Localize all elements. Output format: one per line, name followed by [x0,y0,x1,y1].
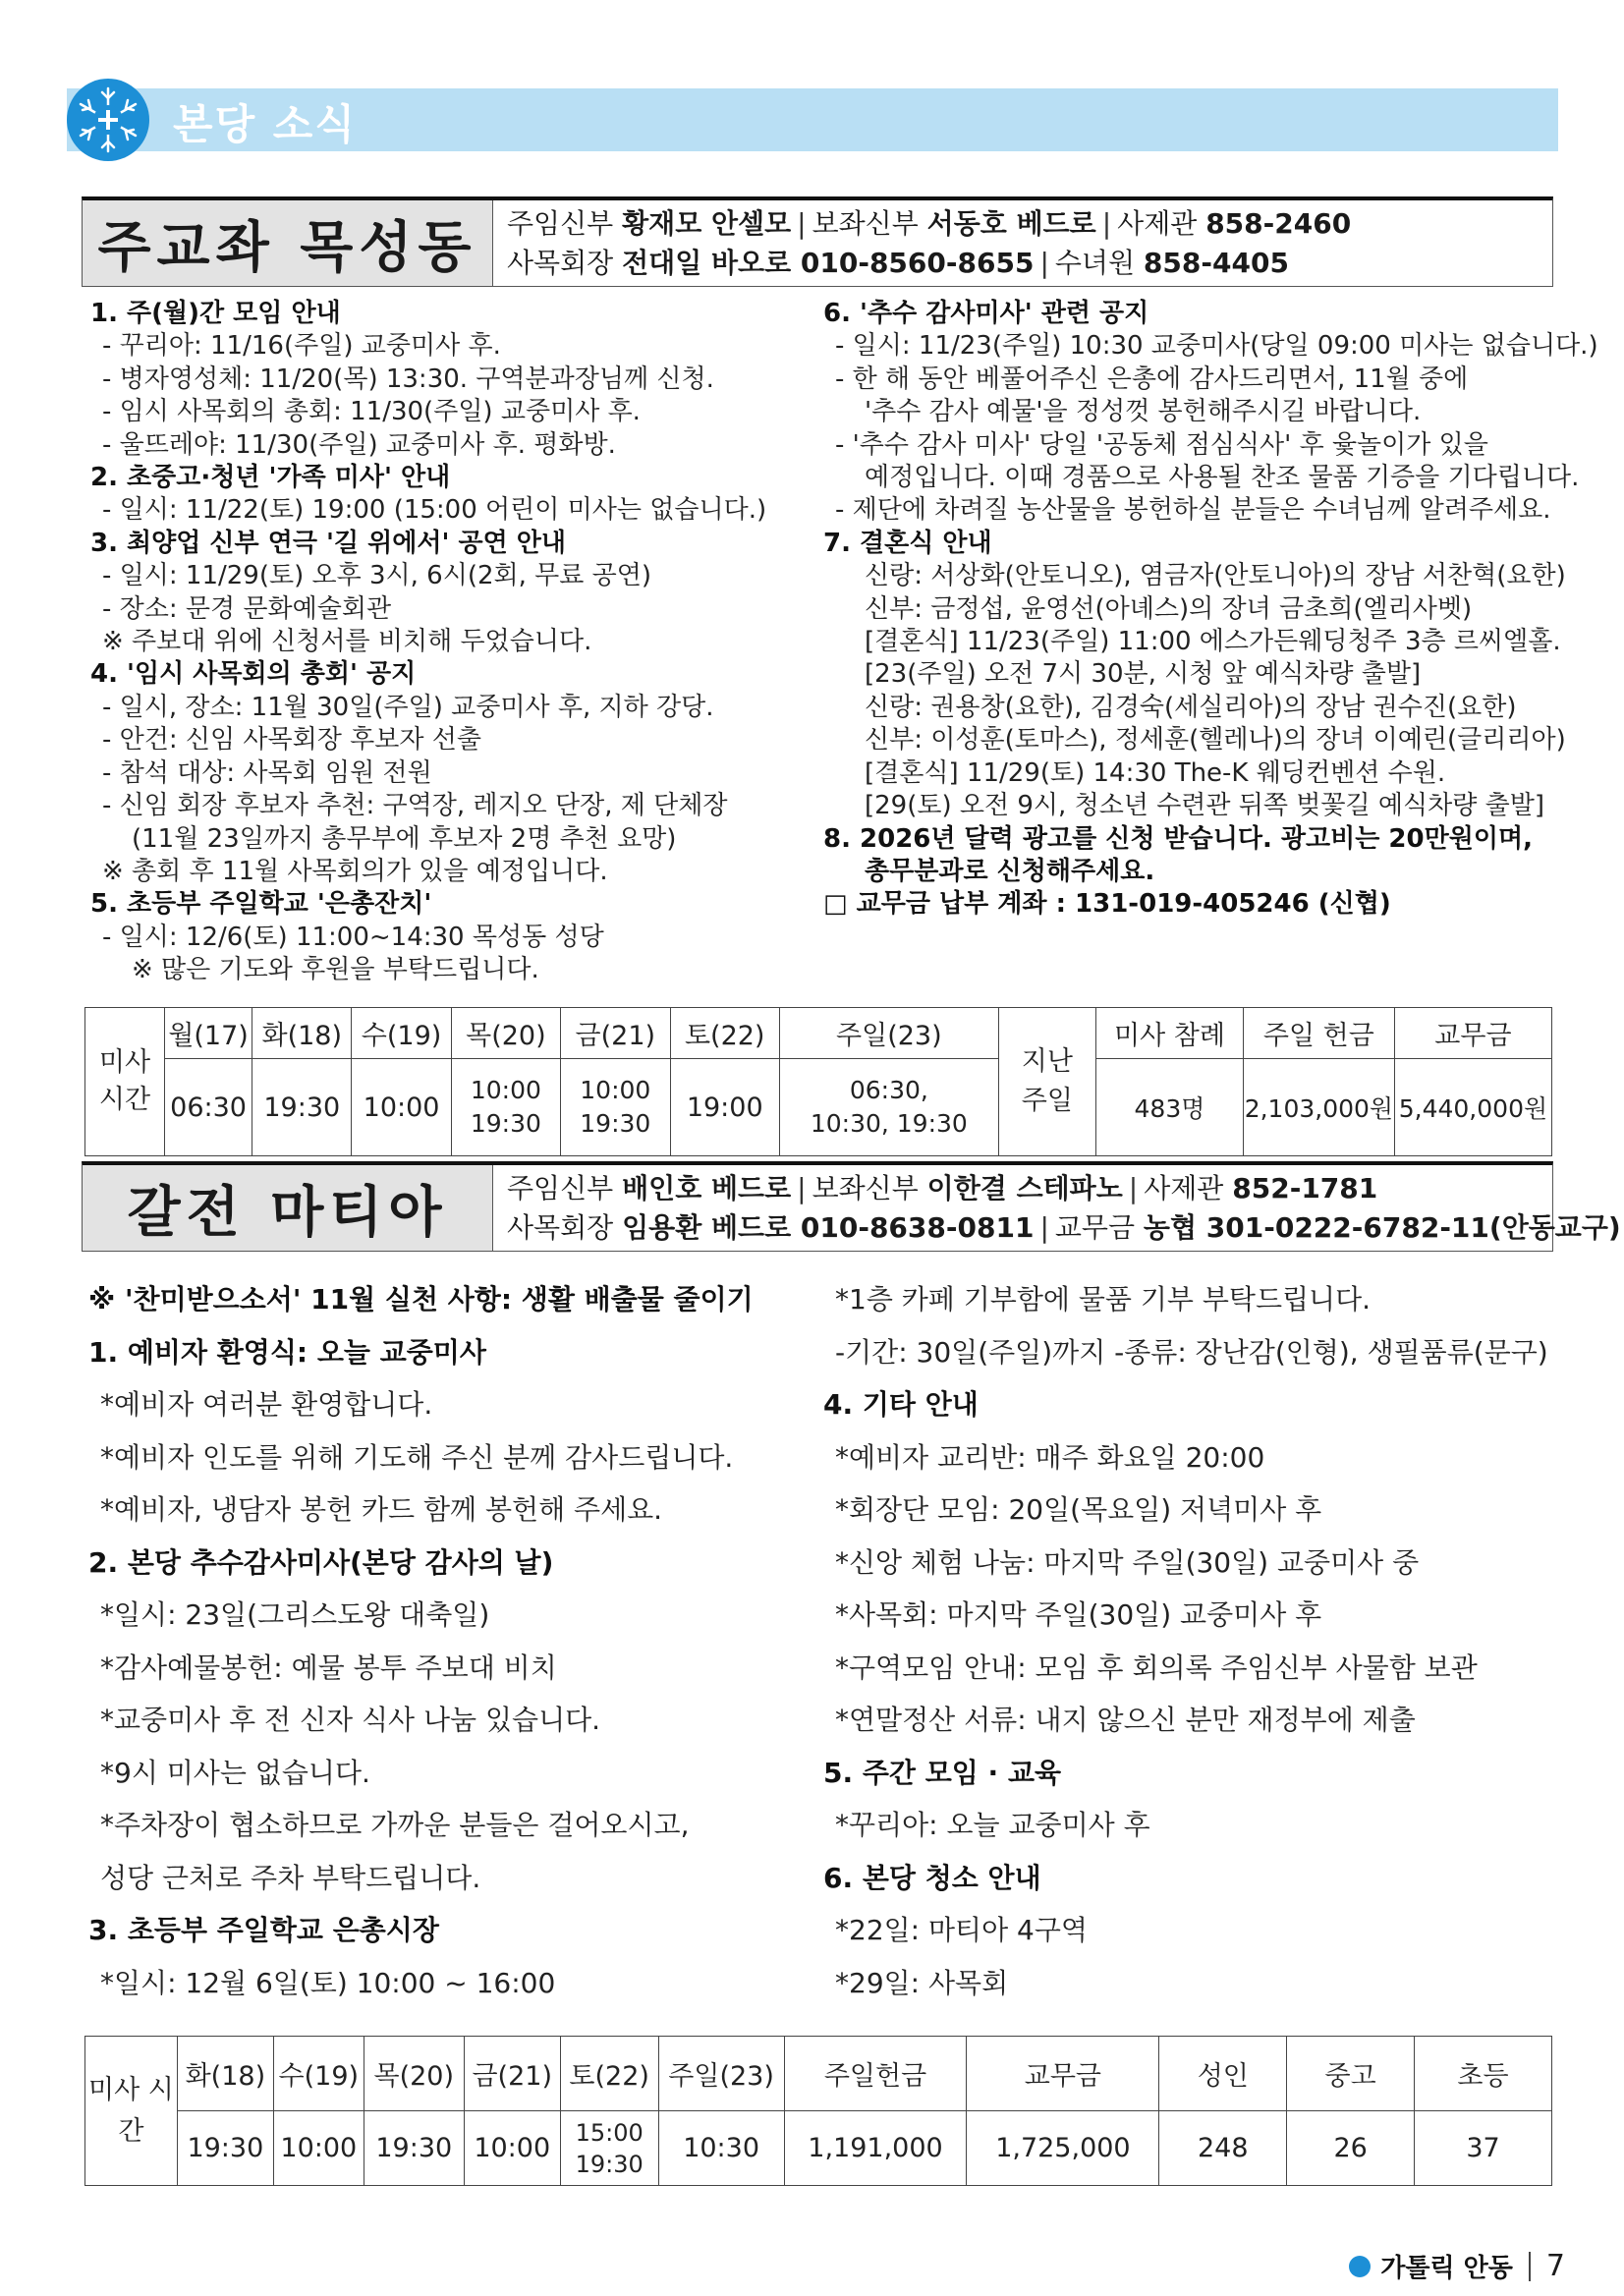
announcement-line: - 일시: 11/29(토) 오후 3시, 6시(2회, 무료 공연) [102,561,652,591]
stat-value: 1,725,000 [967,2111,1159,2186]
mass-time: 10:00 19:30 [451,1059,560,1156]
announcement-heading: 5. 주간 모임 · 교육 [823,1756,1062,1789]
announcement-line: [29(토) 오전 9시, 청소년 수련관 뒤쪽 벚꽃길 예식차량 출발] [865,791,1545,821]
announcement-line: 신부: 금정섭, 윤영선(아녜스)의 장녀 금초희(엘리사벳) [865,593,1473,624]
stat-value: 26 [1287,2111,1415,2186]
announcement-heading: 3. 최양업 신부 연극 '길 위에서' 공연 안내 [90,528,566,558]
stat-header: 주일 헌금 [1243,1008,1394,1059]
day-header: 토(22) [670,1008,779,1059]
announcement-line: - 일시: 11/22(토) 19:00 (15:00 어린이 미사는 없습니다.) [102,495,767,526]
parish-header-mokseong [82,196,1553,287]
announcements-right-column [823,298,1598,922]
announcement-line: *연말정산 서류: 내지 않으신 분만 재정부에 제출 [835,1704,1416,1736]
announcement-line: *주차장이 협소하므로 가까운 분들은 걸어오시고, [100,1809,690,1841]
announcement-heading: ※ '찬미받으소서' 11월 실천 사항: 생활 배출물 줄이기 [88,1283,754,1316]
stat-value: 5,440,000원 [1394,1059,1551,1156]
contact-line-1: 주임신부 배인호 베드로 | 보좌신부 이한결 스테파노 | 사제관 852-1781 [507,1172,1378,1204]
parish-name: 주교좌 목성동 [83,200,493,286]
announcement-line: - 한 해 동안 베풀어주신 은총에 감사드리면서, 11월 중에 [835,364,1469,394]
row-label: 미사 시간 [85,1008,165,1156]
announcement-line: [결혼식] 11/29(토) 14:30 The-K 웨딩컨벤션 수원. [865,757,1446,788]
stat-header: 성인 [1159,2037,1287,2111]
announcement-line: *교중미사 후 전 신자 식사 나눔 있습니다. [100,1704,601,1736]
announcement-line: - 일시: 12/6(토) 11:00~14:30 목성동 성당 [102,922,604,952]
announcement-line: *예비자 인도를 위해 기도해 주신 분께 감사드립니다. [100,1440,734,1474]
announcement-heading: 8. 2026년 달력 광고를 신청 받습니다. 광고비는 20만원이며, [823,823,1533,854]
announcement-line: - 일시: 11/23(주일) 10:30 교중미사(당일 09:00 미사는 없습니다.) [835,331,1598,362]
announcement-line: ※ 많은 기도와 후원을 부탁드립니다. [132,955,539,985]
announcement-line: - 임시 사목회의 총회: 11/30(주일) 교중미사 후. [102,397,641,427]
past-sunday-label: 지난 주일 [998,1008,1095,1156]
announcement-heading: 5. 초등부 주일학교 '은총잔치' [90,889,432,920]
announcement-line: 신부: 이성훈(토마스), 정세훈(헬레나)의 장녀 이예린(글리리아) [865,725,1566,756]
announcement-line: - 장소: 문경 문화예술회관 [102,593,392,624]
announcement-line: - 병자영성체: 11/20(목) 13:30. 구역분과장님께 신청. [102,364,714,394]
mass-time: 06:30, 10:30, 19:30 [779,1059,998,1156]
mass-time: 15:00 19:30 [560,2111,658,2186]
brand-dot-icon [1349,2256,1371,2277]
announcement-heading: 4. 기타 안내 [823,1388,979,1421]
mass-time: 19:30 [177,2111,273,2186]
parish-contact-info [507,1169,1621,1248]
contact-line-2: 사목회장 전대일 바오로 010-8560-8655 | 수녀원 858-4405 [507,247,1289,279]
announcement-line: *1층 카페 기부함에 물품 기부 부탁드립니다. [835,1283,1372,1316]
parish-name: 갈전 마티아 [83,1165,493,1251]
announcement-line: ※ 총회 후 11월 사목회의가 있을 예정입니다. [102,856,608,886]
stat-value: 248 [1159,2111,1287,2186]
day-header: 목(20) [451,1008,560,1059]
contact-line-2: 사목회장 임용환 베드로 010-8638-0811 | 교무금 농협 301-0222-6782-11(안동교구) [507,1211,1621,1244]
mass-time: 19:30 [252,1059,352,1156]
announcement-line: *예비자, 냉담자 봉헌 카드 함께 봉헌해 주세요. [100,1493,663,1526]
announcement-line: *9시 미사는 없습니다. [100,1756,370,1789]
stat-value: 37 [1415,2111,1552,2186]
day-header: 화(18) [177,2037,273,2111]
announcement-heading: 3. 초등부 주일학교 은총시장 [88,1914,439,1946]
announcements-left-column [88,1273,815,2009]
mass-time: 19:00 [670,1059,779,1156]
day-header: 수(19) [273,2037,364,2111]
contact-line-1: 주임신부 황재모 안셀모 | 보좌신부 서동호 베드로 | 사제관 858-2460 [507,207,1352,240]
announcement-line: *예비자 여러분 환영합니다. [100,1388,433,1421]
announcement-line: 신랑: 권용창(요한), 김경숙(세실리아)의 장남 권수진(요한) [865,692,1517,722]
parish-contact-info [507,204,1351,283]
day-header: 월(17) [165,1008,252,1059]
announcement-line: - 안건: 신임 사목회장 후보자 선출 [102,725,481,756]
day-header: 화(18) [252,1008,352,1059]
mass-time: 10:00 [273,2111,364,2186]
announcement-line: - 신임 회장 후보자 추천: 구역장, 레지오 단장, 제 단체장 [102,791,728,821]
stat-header: 교무금 [1394,1008,1551,1059]
stat-value: 1,191,000 [784,2111,967,2186]
publication-name: 가톨릭 안동 [1380,2254,1513,2283]
day-header: 수(19) [352,1008,451,1059]
announcement-line: *회장단 모임: 20일(목요일) 저녁미사 후 [835,1493,1322,1526]
announcement-line: 성당 근처로 주차 부탁드립니다. [100,1861,481,1894]
snowflake-cross-icon [67,79,149,161]
announcement-line: (11월 23일까지 총무부에 후보자 2명 추천 요망) [132,823,677,854]
section-title: 본당 소식 [173,100,357,148]
announcement-line: *신앙 체험 나눔: 마지막 주일(30일) 교중미사 중 [835,1545,1420,1579]
announcement-heading: □ 교무금 납부 계좌 : 131-019-405246 (신협) [823,889,1391,920]
announcements-left-column [90,298,817,987]
announcement-line: - 제단에 차려질 농산물을 봉헌하실 분들은 수녀님께 알려주세요. [835,495,1551,526]
announcement-heading: 1. 주(월)간 모임 안내 [90,299,341,328]
day-header: 목(20) [364,2037,464,2111]
day-header: 금(21) [561,1008,670,1059]
day-header: 주일(23) [658,2037,784,2111]
announcement-line: *예비자 교리반: 매주 화요일 20:00 [835,1440,1265,1474]
stat-header: 초등 [1415,2037,1552,2111]
mass-schedule-table [84,2036,1552,2186]
announcement-heading: 6. '추수 감사미사' 관련 공지 [823,299,1149,328]
announcement-heading: 6. 본당 청소 안내 [823,1861,1041,1894]
announcement-line: 신랑: 서상화(안토니오), 염금자(안토니아)의 장남 서찬혁(요한) [865,561,1566,591]
page-number: 7 [1545,2249,1565,2283]
announcements-right-column [823,1273,1550,2009]
announcement-line: [결혼식] 11/23(주일) 11:00 에스가든웨딩청주 3층 르씨엘홀. [865,627,1561,657]
stat-header: 중고 [1287,2037,1415,2111]
announcement-line: *구역모임 안내: 모임 후 회의록 주임신부 사물함 보관 [835,1651,1478,1684]
announcement-line: [23(주일) 오전 7시 30분, 시청 앞 예식차량 출발] [865,659,1422,690]
parish-header-galjeon [82,1161,1621,1252]
mass-time: 19:30 [364,2111,464,2186]
stat-header: 교무금 [967,2037,1159,2111]
mass-time: 10:00 19:30 [561,1059,670,1156]
announcement-line: *감사예물봉헌: 예물 봉투 주보대 비치 [100,1651,557,1684]
announcement-line: '추수 감사 예물'을 정성껏 봉헌해주시길 바랍니다. [865,397,1422,427]
announcement-heading: 2. 초중고·청년 '가족 미사' 안내 [90,463,451,493]
announcement-line: *일시: 23일(그리스도왕 대축일) [100,1598,490,1631]
stat-value: 2,103,000원 [1243,1059,1394,1156]
announcement-line: *22일: 마티아 4구역 [835,1914,1088,1946]
announcement-line: *일시: 12월 6일(토) 10:00 ~ 16:00 [100,1966,556,1999]
announcement-line: *29일: 사목회 [835,1966,1009,1999]
announcement-heading: 1. 예비자 환영식: 오늘 교중미사 [88,1335,486,1369]
stat-header: 미사 참례 [1096,1008,1244,1059]
announcement-line: 예정입니다. 이때 경품으로 사용될 찬조 물품 기증을 기다립니다. [865,463,1580,493]
stat-value: 483명 [1096,1059,1244,1156]
announcement-line: -기간: 30일(주일)까지 -종류: 장난감(인형), 생필품류(문구) [835,1335,1548,1369]
announcement-line: - '추수 감사 미사' 당일 '공동체 점심식사' 후 윷놀이가 있을 [835,429,1488,460]
announcement-line: - 참석 대상: 사목회 임원 전원 [102,757,432,788]
announcement-line: - 울뜨레야: 11/30(주일) 교중미사 후. 평화방. [102,429,616,460]
announcement-line: ※ 주보대 위에 신청서를 비치해 두었습니다. [102,627,592,657]
announcement-line: 총무분과로 신청해주세요. [865,856,1155,886]
divider [1529,2252,1531,2281]
page-footer [1349,2248,1565,2284]
stat-header: 주일헌금 [784,2037,967,2111]
announcement-heading: 4. '임시 사목회의 총회' 공지 [90,659,417,690]
mass-time: 10:30 [658,2111,784,2186]
announcement-line: - 꾸리아: 11/16(주일) 교중미사 후. [102,331,501,362]
row-label: 미사 시간 [85,2037,178,2186]
mass-time: 10:00 [352,1059,451,1156]
day-header: 주일(23) [779,1008,998,1059]
announcement-heading: 7. 결혼식 안내 [823,528,992,558]
mass-time: 10:00 [464,2111,560,2186]
mass-schedule-table [84,1007,1552,1156]
mass-time: 06:30 [165,1059,252,1156]
announcement-line: - 일시, 장소: 11월 30일(주일) 교중미사 후, 지하 강당. [102,692,714,722]
announcement-line: *꾸리아: 오늘 교중미사 후 [835,1809,1150,1841]
day-header: 토(22) [560,2037,658,2111]
announcement-heading: 2. 본당 추수감사미사(본당 감사의 날) [88,1545,554,1579]
announcement-line: *사목회: 마지막 주일(30일) 교중미사 후 [835,1598,1322,1631]
day-header: 금(21) [464,2037,560,2111]
